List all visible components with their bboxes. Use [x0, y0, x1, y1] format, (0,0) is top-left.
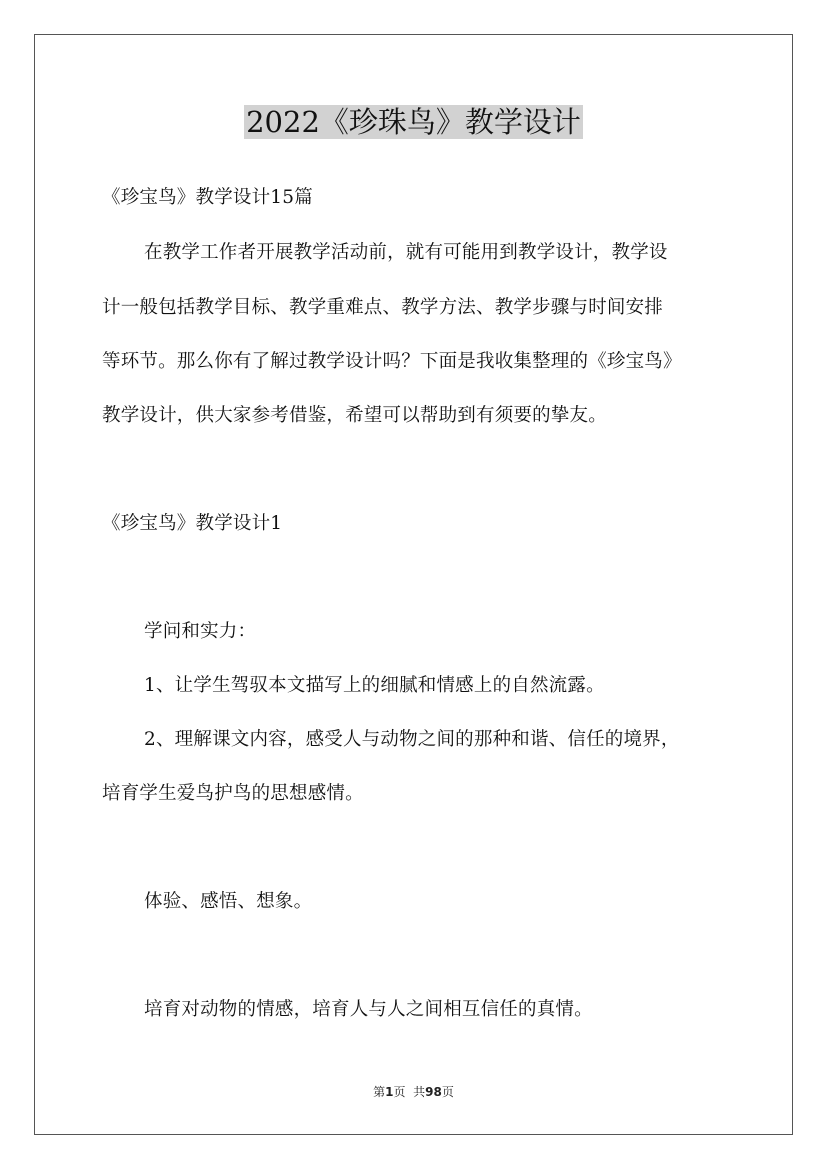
page-footer — [0, 1083, 827, 1100]
intro-line-2: 计一般包括教学目标、教学重难点、教学方法、教学步骤与时间安排 — [102, 297, 664, 318]
document-subtitle: 《珍宝鸟》教学设计15篇 — [102, 187, 313, 208]
footer-prefix: 第 — [373, 1085, 386, 1099]
document-title-text: 2022《珍珠鸟》教学设计 — [246, 105, 581, 139]
goal-label: 学问和实力： — [144, 621, 257, 642]
intro-line-3: 等环节。那么你有了解过教学设计吗？下面是我收集整理的《珍宝鸟》 — [102, 351, 682, 372]
intro-line-1: 在教学工作者开展教学活动前，就有可能用到教学设计，教学设 — [144, 242, 668, 263]
goal-item-2-line-1: 2、理解课文内容，感受人与动物之间的那种和谐、信任的境界， — [144, 729, 680, 750]
footer-total-pages: 98 — [425, 1085, 442, 1099]
process-text: 体验、感悟、想象。 — [144, 891, 313, 912]
intro-line-4: 教学设计，供大家参考借鉴，希望可以帮助到有须要的挚友。 — [102, 405, 607, 426]
footer-mid: 页 共 — [393, 1085, 426, 1099]
goal-item-2-line-2: 培育学生爱鸟护鸟的思想感情。 — [102, 783, 364, 804]
section-heading: 《珍宝鸟》教学设计1 — [102, 513, 283, 534]
footer-current-page: 1 — [385, 1085, 394, 1099]
emotion-text: 培育对动物的情感，培育人与人之间相互信任的真情。 — [144, 999, 593, 1020]
document-title — [0, 100, 827, 144]
footer-suffix: 页 — [441, 1085, 454, 1099]
goal-item-1: 1、让学生驾驭本文描写上的细腻和情感上的自然流露。 — [144, 675, 605, 696]
